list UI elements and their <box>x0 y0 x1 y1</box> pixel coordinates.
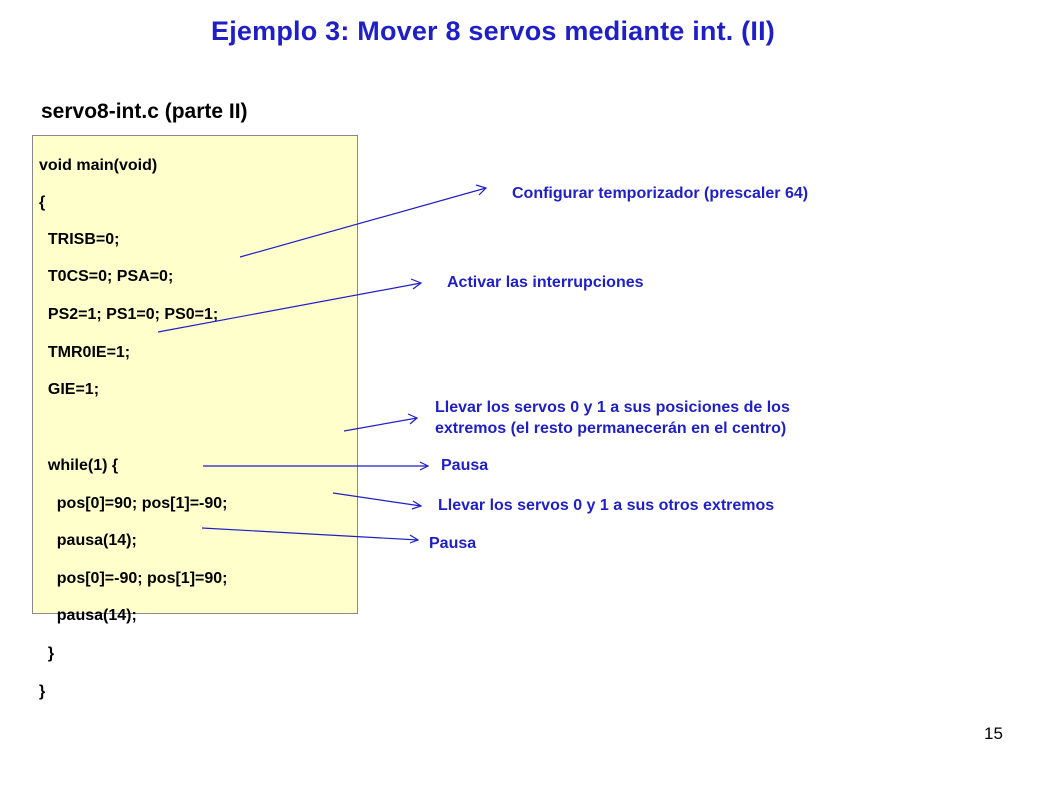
annotation-pausa-1: Pausa <box>441 457 489 474</box>
code-line-trisb: TRISB=0; <box>39 231 120 248</box>
annotation-otros-extremos: Llevar los servos 0 y 1 a sus otros extremos <box>438 497 775 514</box>
arrow-pausa-2 <box>202 528 418 540</box>
code-line-pos-1: pos[0]=90; pos[1]=-90; <box>39 495 228 512</box>
code-line-pausa-2: pausa(14); <box>39 607 137 624</box>
slide-title: Ejemplo 3: Mover 8 servos mediante int. (II) <box>211 16 775 46</box>
code-line-while: while(1) { <box>39 457 119 474</box>
code-line-close-main: } <box>39 683 46 700</box>
code-line-prescaler: PS2=1; PS1=0; PS0=1; <box>39 306 219 323</box>
annotation-llevar-servos-line-1: Llevar los servos 0 y 1 a sus posiciones de los <box>435 399 790 416</box>
arrow-otros-extremos <box>333 493 421 506</box>
code-line-t0cs-psa: T0CS=0; PSA=0; <box>39 268 174 285</box>
annotation-configurar-temporizador: Configurar temporizador (prescaler 64) <box>512 185 809 202</box>
code-line-close-while: } <box>39 645 55 662</box>
arrow-configurar <box>240 188 486 257</box>
arrowhead-pausa-2 <box>410 535 418 543</box>
code-line-gie: GIE=1; <box>39 381 100 398</box>
code-line-open-brace: { <box>39 194 46 211</box>
code-line-pausa-1: pausa(14); <box>39 532 137 549</box>
annotation-llevar-servos-line-2: extremos (el resto permanecerán en el centro) <box>435 420 787 437</box>
code-line-tmr0ie: TMR0IE=1; <box>39 344 131 361</box>
annotation-activar-interrupciones: Activar las interrupciones <box>447 274 644 291</box>
code-line-main: void main(void) <box>39 157 158 174</box>
file-name-subtitle: servo8-int.c (parte II) <box>41 100 248 123</box>
page-number: 15 <box>984 724 1003 743</box>
arrow-llevar-servos <box>344 418 417 431</box>
code-line-pos-2: pos[0]=-90; pos[1]=90; <box>39 570 228 587</box>
arrow-interrupciones <box>158 283 421 332</box>
annotation-pausa-2: Pausa <box>429 535 477 552</box>
